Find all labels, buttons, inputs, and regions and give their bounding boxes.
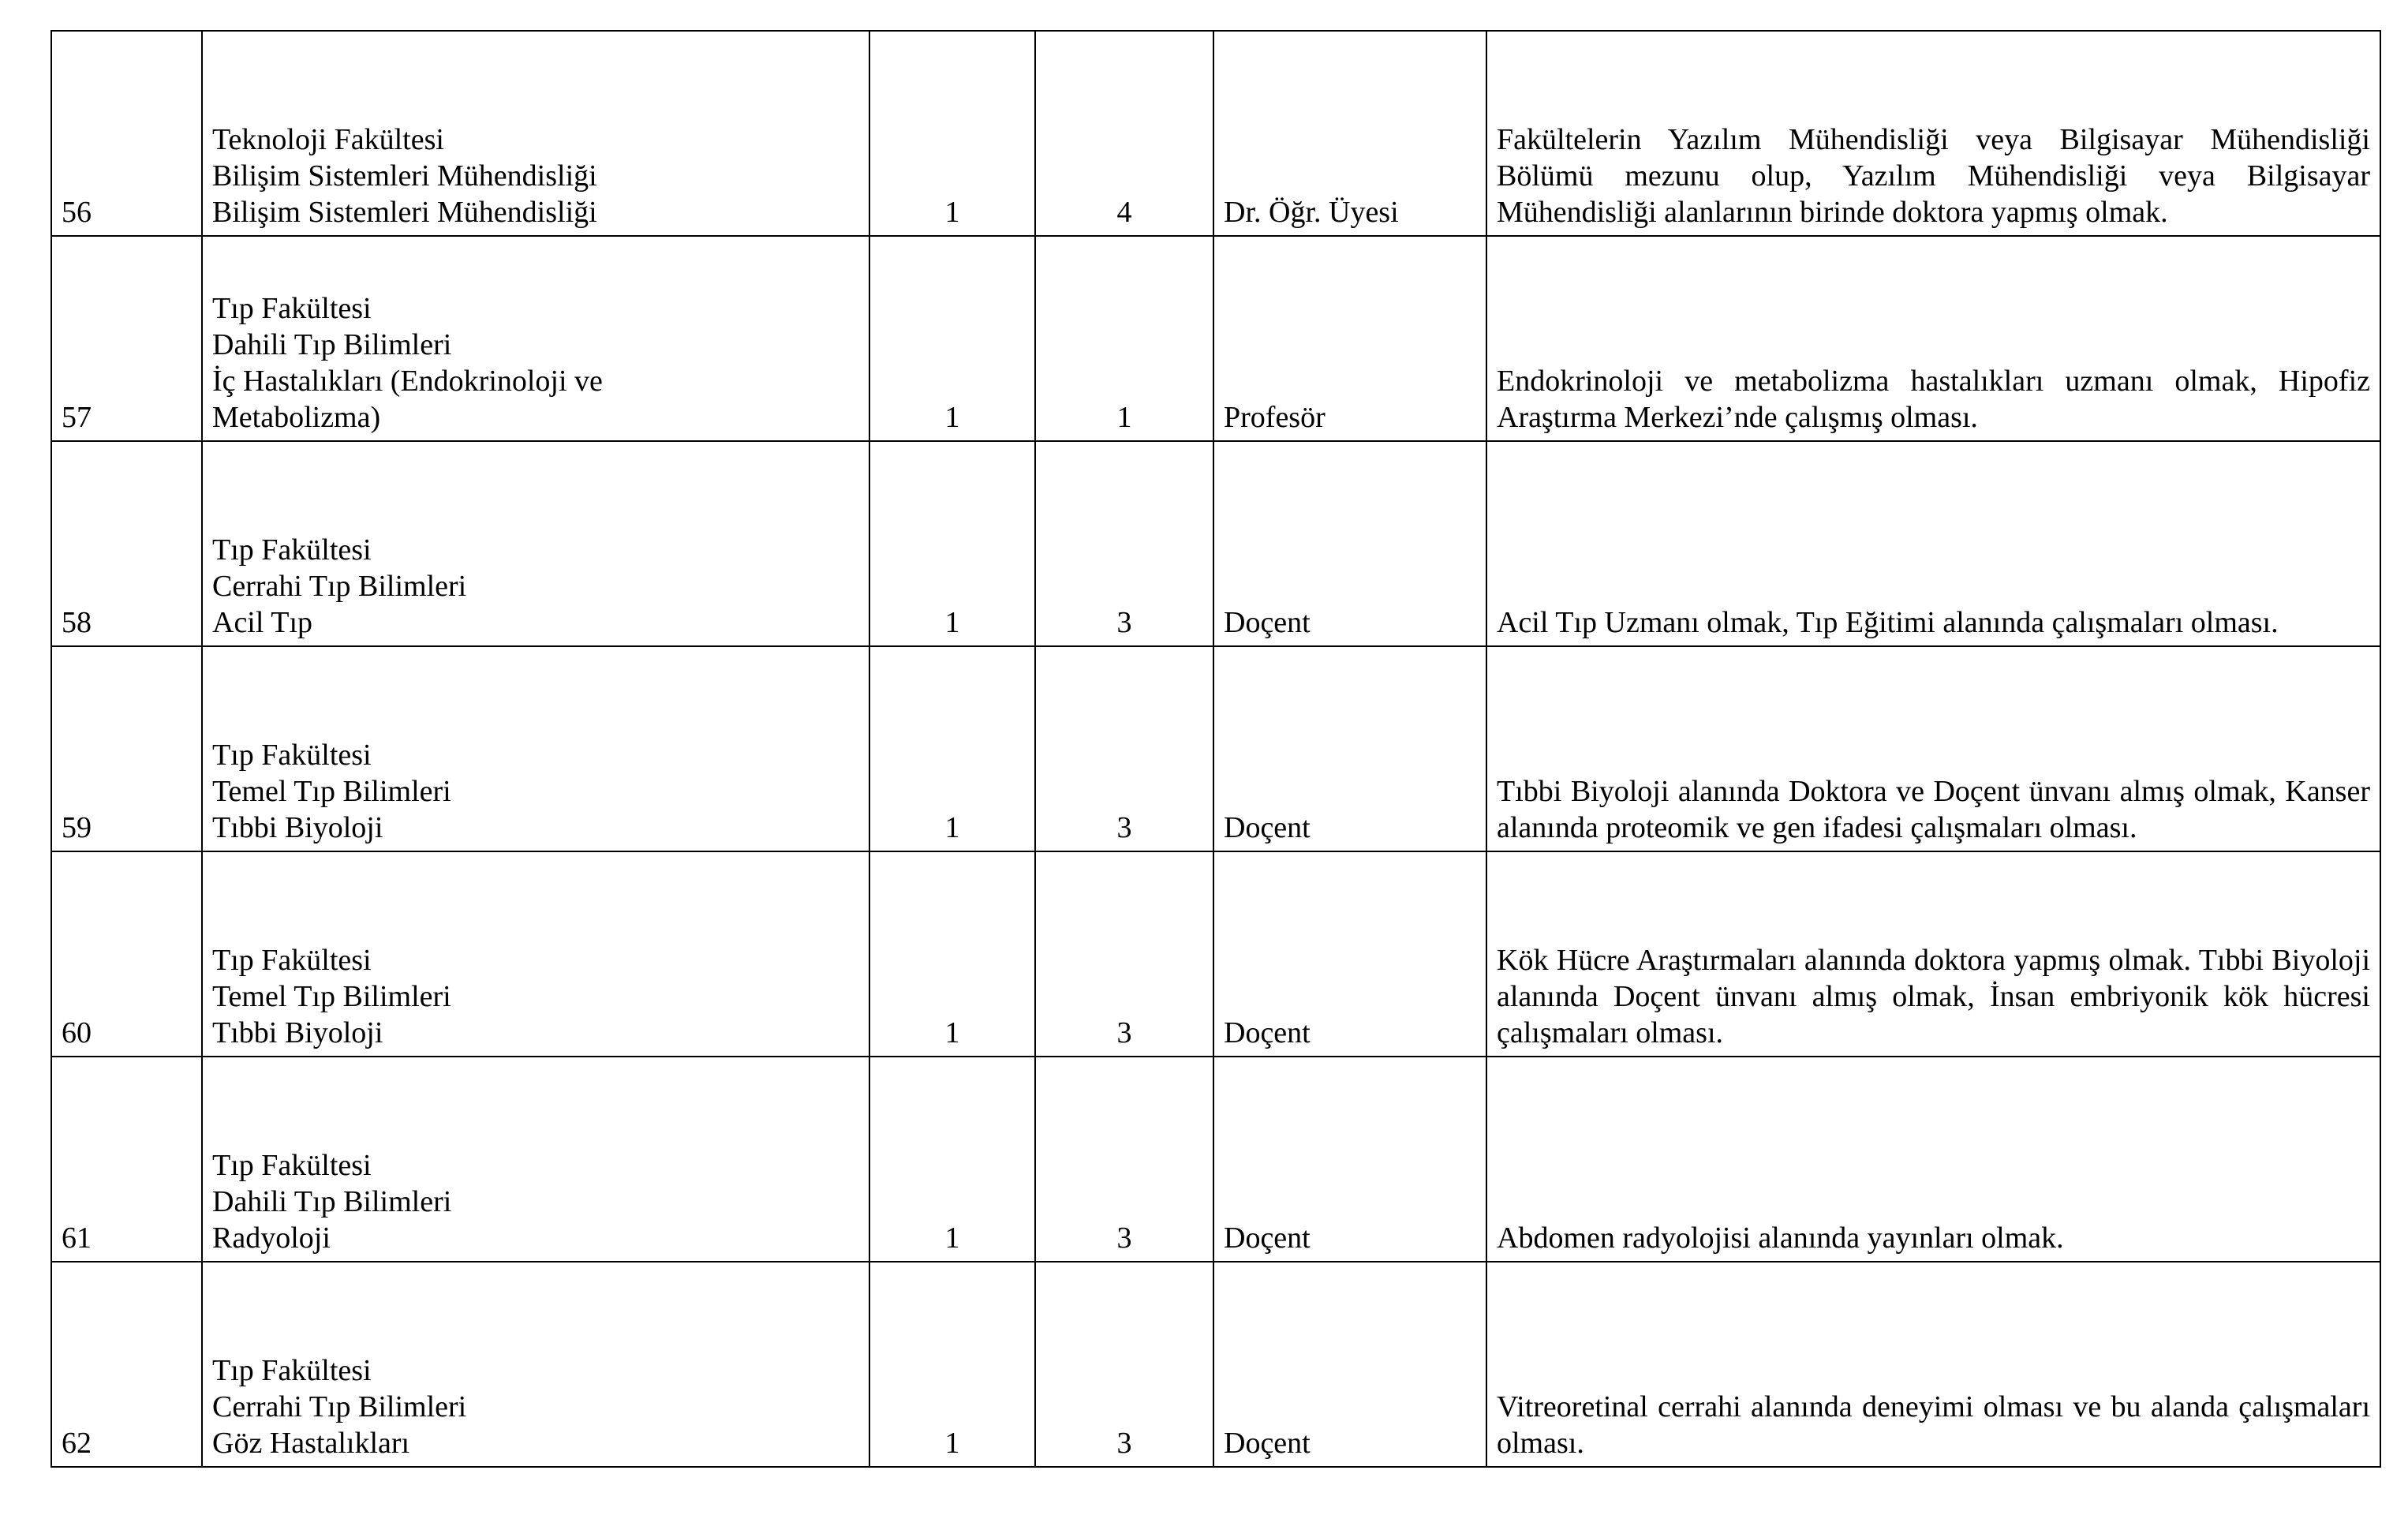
position-level: 3 — [1035, 851, 1213, 1057]
row-number: 60 — [51, 851, 202, 1057]
division-name: Tıbbi Biyoloji — [212, 811, 383, 844]
position-count: 1 — [869, 1262, 1035, 1467]
academic-title: Profesör — [1213, 236, 1486, 441]
position-count: 1 — [869, 1057, 1035, 1262]
department-name: Bilişim Sistemleri Mühendisliği — [212, 159, 597, 193]
position-level: 3 — [1035, 441, 1213, 646]
table-row — [51, 1262, 2380, 1467]
position-count: 1 — [869, 31, 1035, 236]
table-row — [51, 646, 2380, 851]
requirement-cell — [1486, 236, 2380, 441]
row-number: 59 — [51, 646, 202, 851]
position-level: 3 — [1035, 1262, 1213, 1467]
faculty-name: Tıp Fakültesi — [212, 739, 372, 772]
requirement-text: Acil Tıp Uzmanı olmak, Tıp Eğitimi alanında çalışmaları olması. — [1497, 606, 2279, 639]
division-name: Radyoloji — [212, 1221, 331, 1255]
faculty-name: Tıp Fakültesi — [212, 944, 372, 977]
requirement-cell — [1486, 31, 2380, 236]
division-name: Bilişim Sistemleri Mühendisliği — [212, 196, 597, 229]
academic-title: Doçent — [1213, 1262, 1486, 1467]
row-number: 61 — [51, 1057, 202, 1262]
unit-cell — [202, 236, 869, 441]
academic-title: Dr. Öğr. Üyesi — [1213, 31, 1486, 236]
unit-cell — [202, 646, 869, 851]
table-row — [51, 1057, 2380, 1262]
faculty-name: Tıp Fakültesi — [212, 1354, 372, 1387]
table-row — [51, 31, 2380, 236]
position-level: 3 — [1035, 646, 1213, 851]
positions-table-body — [51, 31, 2380, 1467]
requirement-text: Kök Hücre Araştırmaları alanında doktora yapmış olmak. Tıbbi Biyoloji alanında Doçent ünvanı almış olmak, İnsan embriyonik kök hücresi çalışmaları olması. — [1497, 944, 2370, 1049]
unit-cell — [202, 441, 869, 646]
department-name: Dahili Tıp Bilimleri — [212, 1185, 452, 1218]
unit-cell — [202, 1262, 869, 1467]
department-name: Temel Tıp Bilimleri — [212, 980, 451, 1013]
unit-cell — [202, 31, 869, 236]
table-row — [51, 851, 2380, 1057]
requirement-cell — [1486, 441, 2380, 646]
requirement-text: Fakültelerin Yazılım Mühendisliği veya Bilgisayar Mühendisliği Bölümü mezunu olup, Yazılım Mühendisliği veya Bilgisayar Mühendisliği alanlarının birinde doktora yapmış olmak. — [1497, 123, 2370, 229]
table-row — [51, 236, 2380, 441]
requirement-text: Tıbbi Biyoloji alanında Doktora ve Doçent ünvanı almış olmak, Kanser alanında proteomik ve gen ifadesi çalışmaları olması. — [1497, 775, 2370, 844]
academic-title: Doçent — [1213, 646, 1486, 851]
division-name: Acil Tıp — [212, 606, 313, 639]
unit-cell — [202, 1057, 869, 1262]
requirement-cell — [1486, 851, 2380, 1057]
position-level: 1 — [1035, 236, 1213, 441]
position-level: 3 — [1035, 1057, 1213, 1262]
requirement-text: Endokrinoloji ve metabolizma hastalıkları uzmanı olmak, Hipofiz Araştırma Merkezi’nde çalışmış olması. — [1497, 365, 2370, 434]
requirement-cell — [1486, 1262, 2380, 1467]
department-name: Temel Tıp Bilimleri — [212, 775, 451, 808]
requirement-text: Vitreoretinal cerrahi alanında deneyimi olması ve bu alanda çalışmaları olması. — [1497, 1390, 2370, 1460]
position-count: 1 — [869, 851, 1035, 1057]
department-name: Cerrahi Tıp Bilimleri — [212, 1390, 467, 1423]
division-name: İç Hastalıkları (Endokrinoloji ve — [212, 365, 603, 398]
faculty-name: Teknoloji Fakültesi — [212, 123, 444, 156]
academic-title: Doçent — [1213, 441, 1486, 646]
position-level: 4 — [1035, 31, 1213, 236]
faculty-name: Tıp Fakültesi — [212, 533, 372, 567]
academic-title: Doçent — [1213, 1057, 1486, 1262]
academic-title: Doçent — [1213, 851, 1486, 1057]
requirement-cell — [1486, 646, 2380, 851]
department-name: Dahili Tıp Bilimleri — [212, 328, 452, 361]
table-row — [51, 441, 2380, 646]
row-number: 62 — [51, 1262, 202, 1467]
positions-table — [50, 30, 2381, 1468]
division-name: Tıbbi Biyoloji — [212, 1016, 383, 1049]
faculty-name: Tıp Fakültesi — [212, 1149, 372, 1182]
department-name: Cerrahi Tıp Bilimleri — [212, 570, 467, 603]
requirement-cell — [1486, 1057, 2380, 1262]
division-name-continued: Metabolizma) — [212, 401, 381, 434]
position-count: 1 — [869, 441, 1035, 646]
position-count: 1 — [869, 236, 1035, 441]
faculty-name: Tıp Fakültesi — [212, 292, 372, 325]
unit-cell — [202, 851, 869, 1057]
row-number: 57 — [51, 236, 202, 441]
position-count: 1 — [869, 646, 1035, 851]
division-name: Göz Hastalıkları — [212, 1427, 410, 1460]
row-number: 58 — [51, 441, 202, 646]
requirement-text: Abdomen radyolojisi alanında yayınları olmak. — [1497, 1221, 2064, 1255]
row-number: 56 — [51, 31, 202, 236]
